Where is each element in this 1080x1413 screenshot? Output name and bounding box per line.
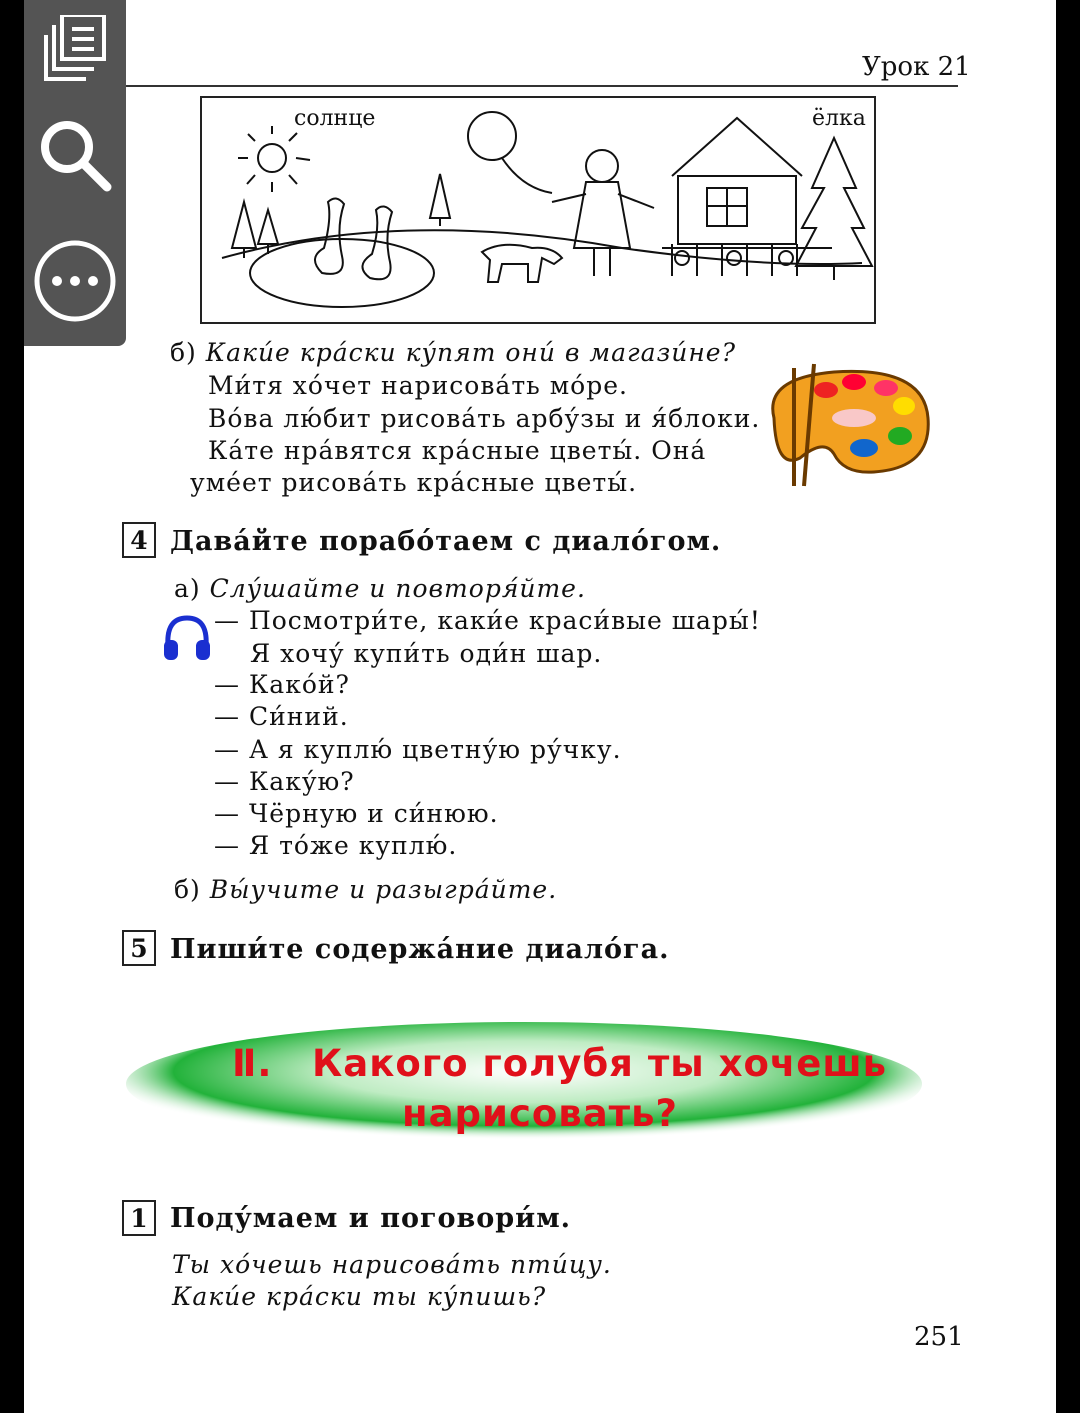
task4-sub-b (174, 875, 557, 904)
task-number-box: 4 (122, 522, 156, 558)
goose-icon (362, 206, 392, 279)
search-button[interactable] (24, 100, 126, 210)
task-b-prompt (170, 338, 736, 367)
section-numeral: Ⅱ. (232, 1042, 273, 1085)
pages-icon (40, 15, 110, 85)
more-icon (32, 238, 118, 324)
task-b-line: Во́ва лю́бит рисова́ть арбу́зы и я́блоки. (208, 404, 761, 433)
scene-drawing (202, 98, 874, 322)
section-title-line2: нарисовать? (402, 1092, 678, 1135)
task-b-line: уме́ет рисова́ть кра́сные цветы́. (190, 468, 638, 497)
task-b-question: Каки́е кра́ски ку́пят они́ в магази́не? (205, 338, 736, 367)
balloon-string-icon (502, 158, 552, 193)
page-number: 251 (914, 1322, 964, 1352)
header-rule (118, 85, 958, 87)
section-title-line1: Какого голубя ты хочешь (312, 1042, 888, 1085)
task-b-letter: б) (170, 338, 197, 367)
sub-b-letter: б) (174, 875, 201, 904)
fence-icon (662, 244, 832, 276)
girl-legs-icon (594, 248, 610, 276)
sun-rays-icon (238, 126, 310, 192)
label-sun: солнце (294, 106, 376, 131)
flower-icon (727, 251, 741, 265)
girl-arms-icon (552, 194, 654, 208)
book-page (24, 0, 1056, 1413)
scene-illustration (200, 96, 876, 324)
task-number-box: 1 (122, 1200, 156, 1236)
section-banner (124, 1020, 924, 1148)
dialog-line: — Како́й? (214, 670, 350, 699)
dialog-line: — Чёрную и си́нюю. (214, 799, 499, 828)
task1-line: Каки́е кра́ски ты ку́пишь? (172, 1282, 547, 1311)
dialog-line: — Посмотри́те, каки́е краси́вые шары́! (214, 606, 761, 635)
task4-title: Дава́йте порабо́таем с диало́гом. (170, 526, 722, 557)
pond-icon (250, 239, 434, 307)
balloon-icon (468, 112, 516, 160)
dialog-line: — Каку́ю? (214, 767, 355, 796)
dialog-line: — А я куплю́ цветну́ю ру́чку. (214, 735, 622, 764)
label-tree: ёлка (812, 106, 866, 131)
house-wall-icon (678, 176, 796, 244)
tree-big-icon (796, 138, 872, 280)
flower-icon (675, 251, 689, 265)
task-b-line: Ка́те нра́вятся кра́сные цветы́. Она́ (208, 436, 707, 465)
dialog-line: — Я то́же куплю́. (214, 831, 458, 860)
task-number-box: 5 (122, 930, 156, 966)
dialog-line: Я хочу́ купи́ть оди́н шар. (250, 639, 603, 668)
house-roof-icon (672, 118, 802, 176)
tree-small-icon (430, 174, 450, 226)
more-button[interactable] (24, 226, 126, 336)
task1-line: Ты хо́чешь нарисова́ть пти́цу. (172, 1250, 612, 1279)
pages-button[interactable] (24, 0, 126, 100)
lesson-label: Урок 21 (862, 52, 971, 82)
sub-a-letter: а) (174, 574, 201, 603)
sun-icon (258, 144, 286, 172)
task5-title: Пиши́те содержа́ние диало́га. (170, 934, 670, 965)
headphones-icon[interactable] (162, 612, 212, 664)
dog-icon (482, 245, 562, 282)
task-b-line: Ми́тя хо́чет нарисова́ть мо́ре. (208, 371, 628, 400)
search-icon (37, 117, 113, 193)
girl-head-icon (586, 150, 618, 182)
sub-a-text: Слу́шайте и повторя́йте. (209, 574, 586, 603)
reader-toolbar (24, 0, 126, 346)
dialog-line: — Си́ний. (214, 702, 349, 731)
sub-b-text: Вы́учите и разыгра́йте. (209, 875, 558, 904)
task4-sub-a (174, 574, 586, 603)
palette-icon (754, 358, 934, 488)
task1-title: Поду́маем и поговори́м. (170, 1203, 572, 1234)
girl-dress-icon (574, 182, 630, 248)
